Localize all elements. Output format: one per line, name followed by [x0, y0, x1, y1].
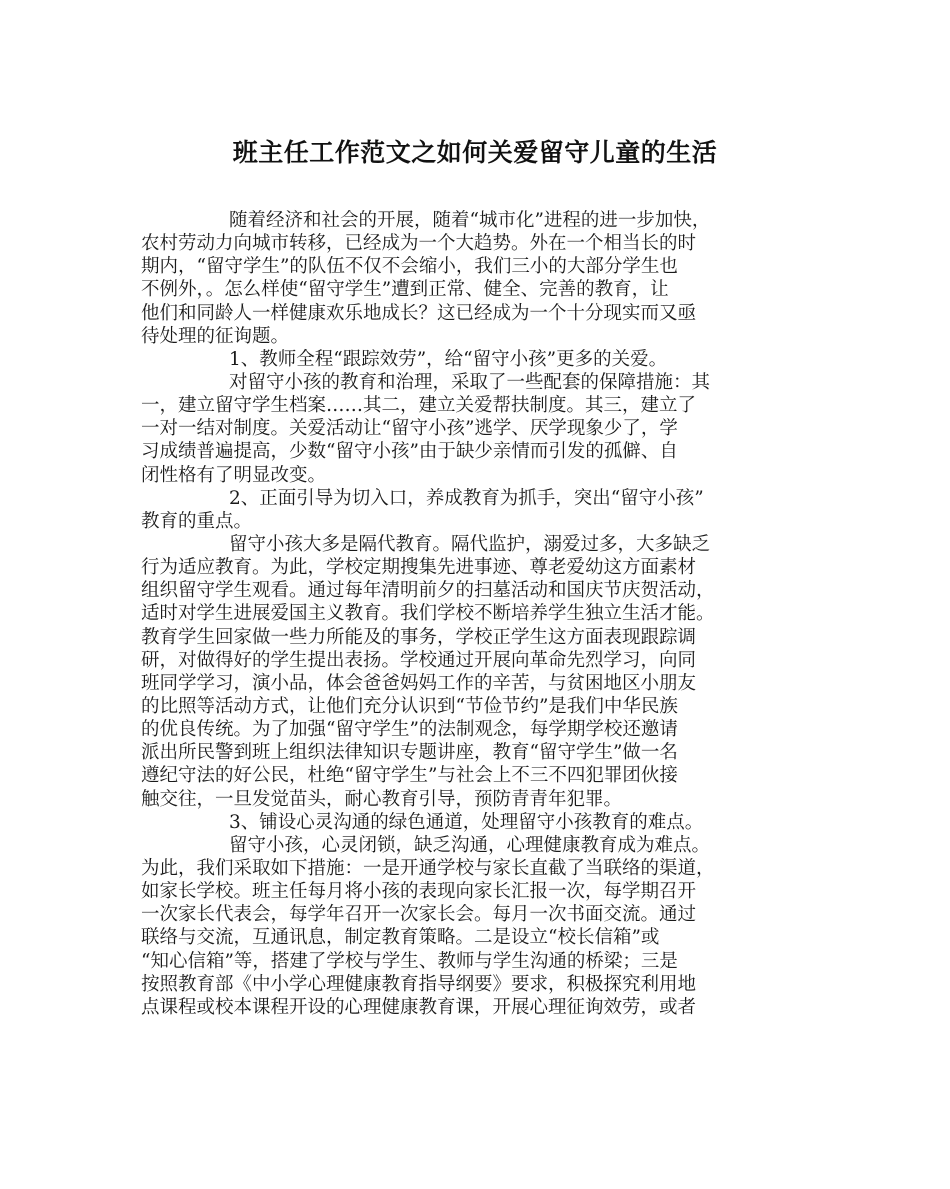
body-line: 不例外，。怎么样使“留守学生”遭到正常、健全、完善的教育，让 [141, 279, 669, 301]
body-line: 闭性格有了明显改变。 [141, 464, 327, 486]
body-line: “知心信箱”等，搭建了学校与学生、教师与学生沟通的桥梁；三是 [141, 950, 678, 972]
body-line: 触交往，一旦发觉苗头，耐心教育引导，预防青青年犯罪。 [141, 788, 623, 810]
body-line: 班同学学习，演小品，体会爸爸妈妈工作的辛苦，与贫困地区小朋友 [141, 672, 697, 694]
body-line: 教育学生回家做一些力所能及的事务，学校正学生这方面表现跟踪调 [141, 626, 697, 648]
body-line: 点课程或校本课程开设的心理健康教育课，开展心理征询效劳，或者 [141, 996, 697, 1018]
body-line: 一次家长代表会，每学年召开一次家长会。每月一次书面交流。通过 [141, 904, 697, 926]
body-line: 按照教育部《中小学心理健康教育指导纲要》要求，积极探究利用地 [141, 973, 697, 995]
body-line: 对留守小孩的教育和治理，采取了一些配套的保障措施：其 [229, 371, 711, 393]
body-line: 留守小孩，心灵闭锁，缺乏沟通，心理健康教育成为难点。 [229, 834, 711, 856]
document-title: 班主任工作范文之如何关爱留守儿童的生活 [232, 138, 718, 167]
body-line: 留守小孩大多是隔代教育。隔代监护，溺爱过多，大多缺乏 [229, 533, 711, 555]
body-line: 习成绩普遍提高，少数“留守小孩”由于缺少亲情而引发的孤僻、自 [141, 441, 678, 463]
body-line: 行为适应教育。为此，学校定期搜集先进事迹、尊老爱幼这方面素材 [141, 557, 697, 579]
body-line: 组织留守学生观看。通过每年清明前夕的扫墓活动和国庆节庆贺活动， [141, 580, 715, 602]
section-heading: 2、正面引导为切入口，养成教育为抓手，突出“留守小孩” [229, 487, 704, 509]
body-line: 如家长学校。班主任每月将小孩的表现向家长汇报一次，每学期召开 [141, 881, 697, 903]
body-line: 随着经济和社会的开展，随着“城市化”进程的进一步加快， [229, 210, 711, 231]
body-line: 一对一结对制度。关爱活动让“留守小孩”逃学、厌学现象少了，学 [141, 418, 678, 440]
body-line: 期内，“留守学生”的队伍不仅不会缩小，我们三小的大部分学生也 [141, 256, 678, 278]
body-line: 联络与交流，互通讯息，制定教育策略。二是设立“校长信箱”或 [141, 927, 660, 949]
body-line: 待处理的征询题。 [141, 325, 290, 347]
body-line: 适时对学生进展爱国主义教育。我们学校不断培养学生独立生活才能。 [141, 603, 715, 625]
section-heading: 1、教师全程“跟踪效劳”，给“留守小孩”更多的关爱。 [229, 348, 668, 370]
body-line: 一，建立留守学生档案……其二，建立关爱帮扶制度。其三，建立了 [141, 395, 697, 417]
body-line: 他们和同龄人一样健康欢乐地成长？这已经成为一个十分现实而又亟 [141, 302, 697, 324]
body-line: 的优良传统。为了加强“留守学生”的法制观念，每学期学校还邀请 [141, 719, 678, 741]
section-heading: 3、铺设心灵沟通的绿色通道，处理留守小孩教育的难点。 [229, 811, 704, 833]
body-line: 研，对做得好的学生提出表扬。学校通过开展向革命先烈学习，向同 [141, 649, 697, 671]
body-line: 为此，我们采取如下措施：一是开通学校与家长直截了当联络的渠道， [141, 857, 715, 879]
body-line: 的比照等活动方式，让他们充分认识到“节俭节约”是我们中华民族 [141, 695, 678, 717]
body-line: 派出所民警到班上组织法律知识专题讲座，教育“留守学生”做一名 [141, 742, 678, 764]
body-line: 遵纪守法的好公民，杜绝“留守学生”与社会上不三不四犯罪团伙接 [141, 765, 678, 787]
body-line: 农村劳动力向城市转移，已经成为一个大趋势。外在一个相当长的时 [141, 233, 697, 255]
section-heading-continued: 教育的重点。 [141, 510, 253, 532]
document-body [141, 209, 811, 1019]
